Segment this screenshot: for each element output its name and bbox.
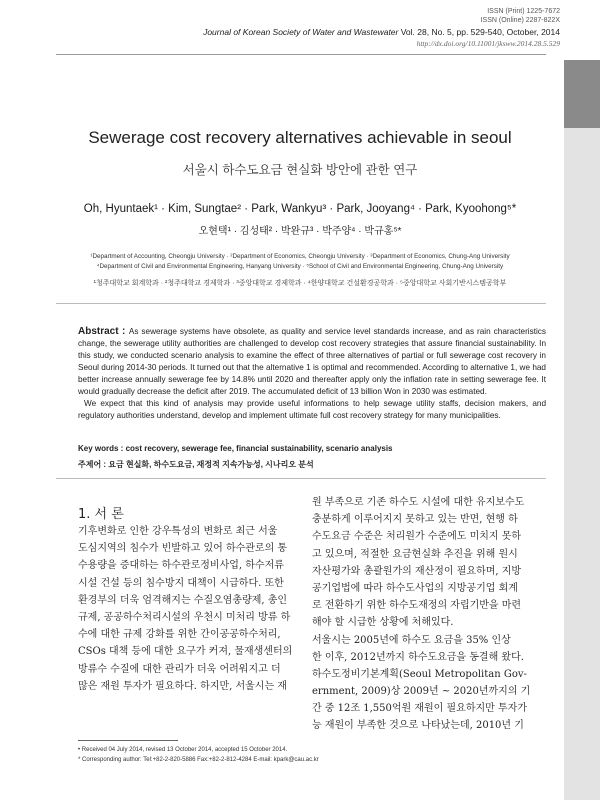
footnote-rule — [78, 740, 178, 741]
body-line: 수도요금 수준은 처리원가 수준에도 미치지 못하 — [312, 531, 522, 543]
abstract-paragraph-1 — [78, 326, 546, 398]
body-column-right — [312, 494, 546, 735]
affiliation-line-2: ⁴Department of Civil and Environmental Engineering, Hanyang University · ⁵School of Civil and Environmental Engineering, Chung-Ang University — [96, 263, 504, 270]
issn-print: ISSN (Print) 1225-7672 — [487, 8, 560, 15]
keywords-korean: 주제어 : 요금 현실화, 하수도요금, 재정적 지속가능성, 시나리오 분석 — [78, 460, 314, 469]
footnote-received: • Received 04 July 2014, revised 13 October 2014, accepted 15 October 2014. — [78, 747, 288, 753]
issn-online: ISSN (Online) 2287-822X — [480, 17, 560, 24]
body-line: 하수도정비기본계획(Seoul Metropolitan Gov- — [312, 668, 527, 680]
journal-issue: Vol. 28, No. 5, pp. 529-540, October, 2014 — [398, 27, 560, 37]
body-line: 방류수 수질에 대한 관리가 더욱 어려워지고 더 — [78, 663, 281, 675]
body-line: 수에 대한 규제 강화를 위한 간이공공하수처리, — [78, 629, 281, 641]
body-line: 공기업법에 따라 하수도사업의 지방공기업 회계 — [312, 582, 518, 594]
journal-name: Journal of Korean Society of Water and Wastewater — [203, 27, 399, 37]
abstract — [78, 326, 546, 422]
body-line: 원 부족으로 기존 하수도 시설에 대한 유지보수도 — [312, 497, 525, 508]
body-line: 충분하게 이루어지지 못하고 있는 반면, 현행 하 — [312, 514, 518, 526]
body-line: 수용량을 증대하는 하수관로정비사업, 하수저류 — [78, 560, 284, 572]
body-line: 도심지역의 침수가 빈발하고 있어 하수관로의 통 — [78, 543, 288, 555]
body-line: 자산평가와 총괄원가의 재산정이 필요하며, 지방 — [312, 565, 522, 577]
author-list: Oh, Hyuntaek¹ · Kim, Sungtae² · Park, Wankyu³ · Park, Jooyang⁴ · Park, Kyoohong⁵* — [83, 203, 517, 215]
paper-title: Sewerage cost recovery alternatives achievable in seoul — [88, 128, 512, 147]
body-line: 기후변화로 인한 강우특성의 변화로 최근 서울 — [78, 526, 278, 537]
side-tab-dark — [564, 60, 600, 128]
journal-citation — [203, 27, 560, 37]
issn-block — [481, 7, 560, 25]
body-line: 규제, 공공하수처리시설의 우천시 미처리 방류 하 — [78, 611, 291, 623]
divider-rule — [56, 303, 546, 304]
body-line: 로 전환하기 위한 하수도재정의 자립기반을 마련 — [312, 600, 522, 612]
author-list-korean: 오현택¹ · 김성태² · 박완규³ · 박주양⁴ · 박규홍⁵* — [198, 226, 402, 237]
divider-rule-2 — [56, 478, 546, 479]
footnote-corresponding: * Corresponding author: Tel:+82-2-820-5886 Fax:+82-2-812-4284 E-mail: kpark@cau.ac.kr — [78, 757, 319, 763]
section-heading: 1. 서 론 — [78, 507, 124, 522]
body-line: 한 이후, 2012년까지 하수도요금을 동결해 왔다. — [312, 651, 524, 663]
body-line: 능 재원이 부족한 것으로 나타났는데, 2010년 기 — [312, 720, 524, 732]
body-column-left — [78, 523, 301, 695]
abstract-paragraph-2: We expect that this kind of analysis may provide useful informations to help sewage utility staffs, decision makers, and regulatory authorities understand, develop and implement ultimate full cost recovery strategy for many municipalities. — [78, 399, 546, 420]
abstract-text-1: As sewerage systems have obsolete, as quality and service level standards increase, and as rain characteristics change, the sewerage utility authorities are challenged to develop cost recovery strategies that assure financial sustainability. In this study, we conducted scenario analysis to examine the effect of three alternatives of partial or full sewerage cost recovery in Seoul during 2014-30 periods. It turned out that the alternative 1 is optimal and recommended. According to alternative 1, we had better increase annually sewerage fee by 14.8% until 2020 and thereafter apply only the inflation rate in setting sewerage fee. It would gradually decrease the deficit after 2019. The accumulated deficit of 13 billion Won in 2030 was estimated. — [78, 327, 546, 396]
doi-link[interactable]: http://dx.doi.org/10.11001/jksww.2014.28.5.529 — [416, 39, 560, 48]
body-line: 시설 건설 등의 침수방지 대책이 시급하다. 또한 — [78, 577, 284, 589]
body-line: 환경부의 더욱 엄격해지는 수질오염총량제, 총인 — [78, 594, 288, 606]
affiliation-line-1: ¹Department of Accounting, Cheongju University · ²Department of Economics, Cheongju University · ³Department of Economics, Chung-Ang University — [90, 253, 510, 260]
body-line: CSOs 대책 등에 대한 요구가 커져, 물재생센터의 — [78, 646, 293, 658]
body-line: 해야 할 시급한 상황에 처해있다. — [312, 617, 454, 629]
keywords: Key words : cost recovery, sewerage fee, financial sustainability, scenario analysis — [78, 444, 393, 453]
body-line: 고 있으며, 적절한 요금현실화 추진을 위해 원시 — [312, 548, 518, 560]
body-line: 간 중 12조 1,550억원 재원이 필요하지만 투자가 — [312, 703, 527, 715]
abstract-label: Abstract : — [78, 326, 129, 337]
affiliation-korean: ¹청주대학교 회계학과 · ²청주대학교 경제학과 · ³중앙대학교 경제학과 · ⁴한양대학교 건설환경공학과 · ⁵중앙대학교 사회기반시스템공학부 — [93, 280, 507, 287]
header-rule — [56, 54, 546, 55]
body-line: 많은 재원 투자가 필요하다. 하지만, 서울시는 재 — [78, 680, 287, 692]
paper-title-korean: 서울시 하수도요금 현실화 방안에 관한 연구 — [182, 163, 418, 177]
body-line: ernment, 2009)상 2009년 ~ 2020년까지의 기 — [312, 686, 531, 698]
body-line: 서울시는 2005년에 하수도 요금을 35% 인상 — [312, 634, 511, 646]
